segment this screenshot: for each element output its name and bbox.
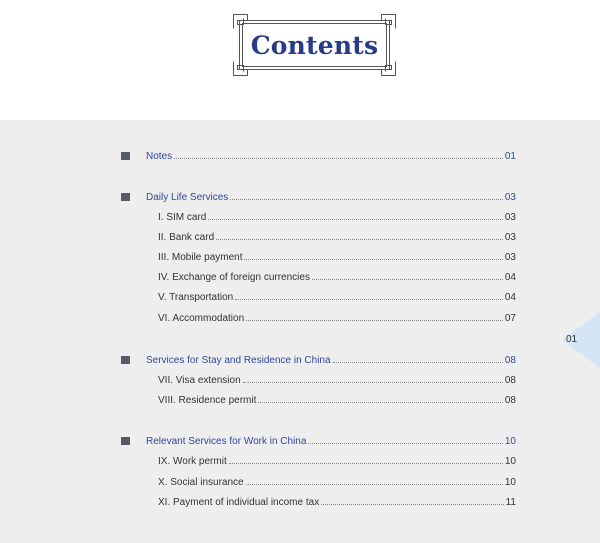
toc-item-row[interactable] [0, 270, 600, 284]
dot-leader [229, 454, 503, 464]
toc-label: XI. Payment of individual income tax [158, 497, 320, 508]
dot-leader [244, 250, 502, 260]
toc-page-number: 04 [504, 272, 516, 283]
dot-leader [321, 495, 503, 505]
toc-item-row[interactable] [0, 393, 600, 407]
dot-leader [308, 434, 502, 444]
page-title: Contents [250, 30, 379, 60]
toc-page-number: 07 [504, 313, 516, 324]
toc-entry [158, 250, 516, 265]
toc-page-number: 11 [505, 497, 516, 508]
toc-page-number: 04 [504, 292, 516, 303]
dot-leader [246, 311, 503, 321]
toc-section-row[interactable] [0, 434, 600, 448]
toc-page-number: 10 [504, 436, 516, 447]
bullet-square-icon [121, 437, 130, 445]
toc-page-number: 03 [504, 192, 516, 203]
dot-leader [246, 475, 503, 485]
toc-label: V. Transportation [158, 292, 234, 303]
dot-leader [216, 230, 503, 240]
toc-page-number: 03 [504, 232, 516, 243]
toc-page-number: 08 [504, 395, 516, 406]
toc-entry [146, 149, 516, 164]
title-frame [233, 14, 396, 76]
toc-label: I. SIM card [158, 212, 207, 223]
toc-entry [158, 454, 516, 469]
toc-page-number: 08 [504, 355, 516, 366]
toc-section-row[interactable] [0, 353, 600, 367]
toc-item-row[interactable] [0, 454, 600, 468]
toc-entry [146, 434, 516, 449]
toc-entry [158, 495, 516, 510]
toc-page-number: 10 [504, 477, 516, 488]
toc-page-number: 08 [504, 375, 516, 386]
dot-leader [208, 210, 503, 220]
toc-entry [158, 373, 516, 388]
toc-item-row[interactable] [0, 373, 600, 387]
toc-label: VII. Visa extension [158, 375, 241, 386]
toc-label: VIII. Residence permit [158, 395, 257, 406]
toc-item-row[interactable] [0, 230, 600, 244]
toc-page-number: 01 [504, 151, 516, 162]
dot-leader [243, 373, 503, 383]
toc-label: Services for Stay and Residence in China [146, 355, 331, 366]
dot-leader [258, 393, 503, 403]
toc-entry [158, 270, 516, 285]
toc-entry [158, 210, 516, 225]
table-of-contents [0, 120, 600, 543]
bullet-square-icon [121, 193, 130, 201]
toc-label: III. Mobile payment [158, 252, 243, 263]
toc-item-row[interactable] [0, 250, 600, 264]
toc-label: Relevant Services for Work in China [146, 436, 307, 447]
toc-section-row[interactable] [0, 190, 600, 204]
toc-page-number: 03 [504, 252, 516, 263]
toc-item-row[interactable] [0, 311, 600, 325]
toc-label: IV. Exchange of foreign currencies [158, 272, 310, 283]
contents-panel [0, 120, 600, 543]
toc-label: X. Social insurance [158, 477, 244, 488]
toc-item-row[interactable] [0, 475, 600, 489]
toc-page-number: 10 [504, 456, 516, 467]
toc-item-row[interactable] [0, 210, 600, 224]
header [0, 0, 600, 112]
toc-entry [146, 353, 516, 368]
dot-leader [230, 190, 503, 200]
toc-label: IX. Work permit [158, 456, 227, 467]
toc-entry [158, 230, 516, 245]
toc-label: II. Bank card [158, 232, 215, 243]
toc-page-number: 03 [504, 212, 516, 223]
toc-entry [146, 190, 516, 205]
dot-leader [312, 270, 503, 280]
toc-entry [158, 393, 516, 408]
bullet-square-icon [121, 356, 130, 364]
toc-label: VI. Accommodation [158, 313, 245, 324]
page-number: 01 [566, 334, 578, 345]
dot-leader [235, 290, 503, 300]
bullet-square-icon [121, 152, 130, 160]
toc-entry [158, 311, 516, 326]
toc-section-row[interactable] [0, 149, 600, 163]
toc-item-row[interactable] [0, 495, 600, 509]
toc-entry [158, 475, 516, 490]
toc-label: Notes [146, 151, 173, 162]
toc-entry [158, 290, 516, 305]
toc-label: Daily Life Services [146, 192, 229, 203]
dot-leader [174, 149, 503, 159]
toc-item-row[interactable] [0, 290, 600, 304]
dot-leader [333, 353, 503, 363]
